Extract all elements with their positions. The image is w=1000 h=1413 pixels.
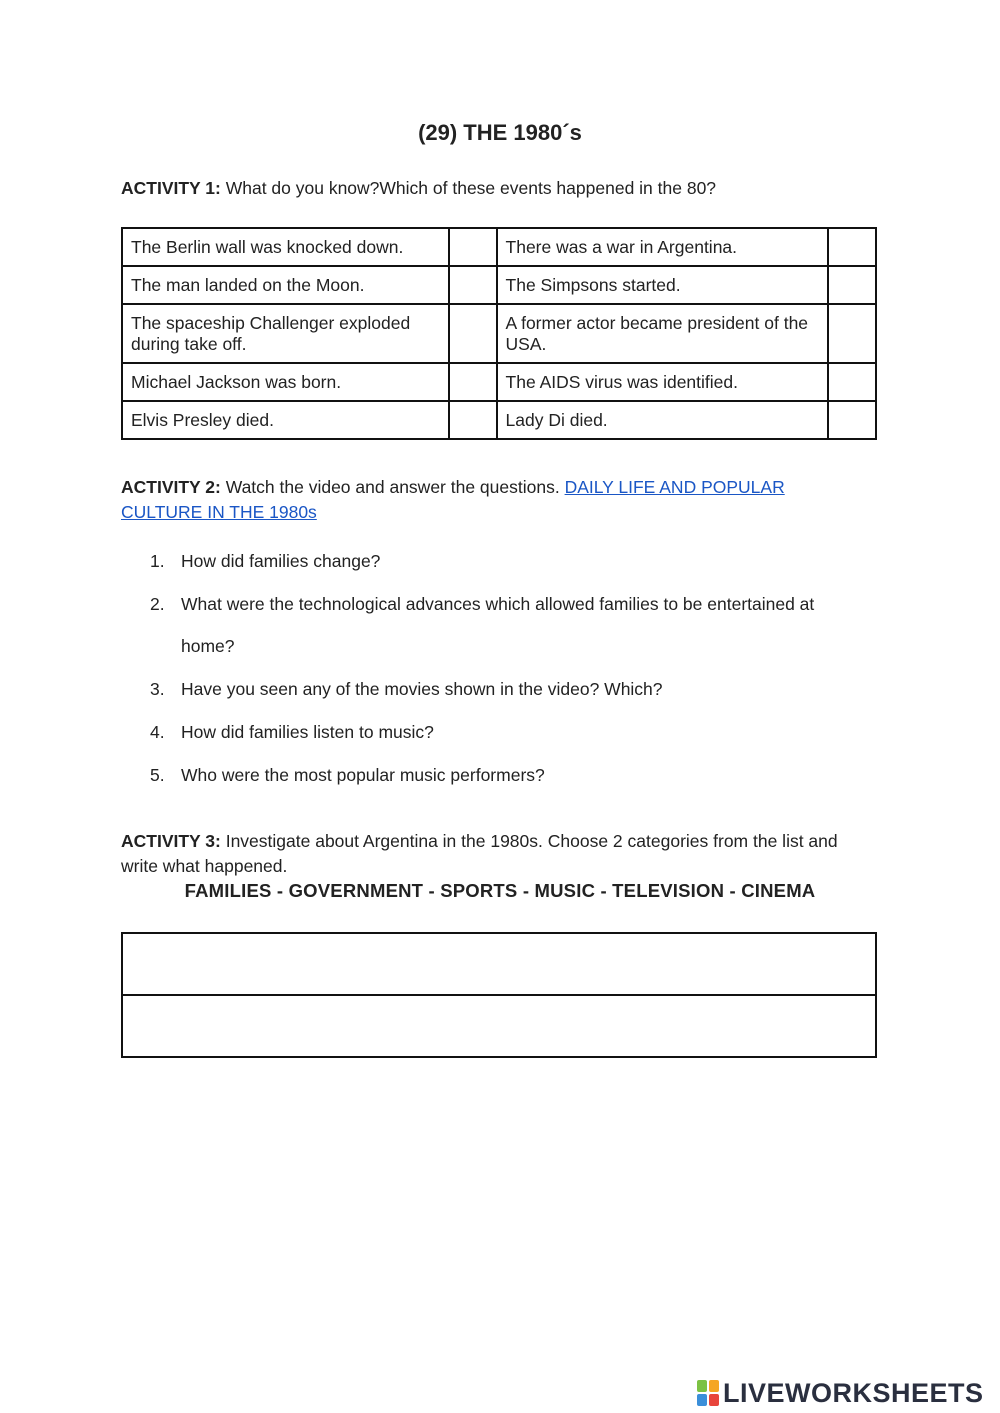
video-link[interactable]: DAILY LIFE AND POPULAR CULTURE IN THE 1980s	[121, 477, 785, 522]
activity-3-label: ACTIVITY 3:	[121, 831, 221, 851]
answer-area[interactable]	[122, 995, 876, 1057]
category-list: FAMILIES - GOVERNMENT - SPORTS - MUSIC - TELEVISION - CINEMA	[184, 880, 816, 901]
answer-box[interactable]	[449, 228, 497, 266]
table-row	[122, 228, 876, 266]
logo-mark-icon	[697, 1379, 721, 1407]
activity-1-instructions	[121, 176, 861, 201]
events-table	[121, 227, 877, 440]
question-text: What were the technological advances which allowed families to be entertained at home?	[181, 594, 815, 656]
liveworksheets-logo	[697, 1376, 984, 1410]
event-cell: There was a war in Argentina.	[497, 228, 829, 266]
table-row	[122, 363, 876, 401]
answer-box[interactable]	[449, 266, 497, 304]
activity-2-instructions	[121, 475, 851, 525]
event-cell: The spaceship Challenger exploded during take off.	[122, 304, 449, 363]
answer-box[interactable]	[449, 401, 497, 439]
event-cell: The Simpsons started.	[497, 266, 829, 304]
question-text: Have you seen any of the movies shown in the video? Which?	[181, 679, 663, 699]
table-row	[122, 933, 876, 995]
question-text: How did families change?	[181, 551, 381, 571]
table-row	[122, 995, 876, 1057]
list-item: 3. Have you seen any of the movies shown in the video? Which?	[150, 679, 663, 699]
logo-text: LIVEWORKSHEETS	[723, 1377, 984, 1408]
list-item: 4. How did families listen to music?	[150, 722, 434, 742]
event-cell: Michael Jackson was born.	[122, 363, 449, 401]
activity-1-label: ACTIVITY 1:	[121, 178, 221, 198]
table-row	[122, 266, 876, 304]
question-text: How did families listen to music?	[181, 722, 434, 742]
answer-box[interactable]	[828, 266, 876, 304]
answer-area[interactable]	[122, 933, 876, 995]
activity-2-text: Watch the video and answer the questions.	[220, 477, 565, 497]
list-item: 2. What were the technological advances which allowed families to be entertained at home?	[150, 594, 815, 656]
list-item: 1. How did families change?	[150, 551, 381, 571]
question-text: Who were the most popular music performers?	[181, 765, 545, 785]
answer-box[interactable]	[828, 401, 876, 439]
question-list	[150, 548, 870, 805]
event-cell: A former actor became president of the USA.	[497, 304, 829, 363]
answer-table	[121, 932, 877, 1058]
event-cell: Elvis Presley died.	[122, 401, 449, 439]
activity-3-text: Investigate about Argentina in the 1980s. Choose 2 categories from the list and write what happened.	[121, 831, 838, 876]
event-cell: The AIDS virus was identified.	[497, 363, 829, 401]
activity-2-label: ACTIVITY 2:	[121, 477, 221, 497]
event-cell: Lady Di died.	[497, 401, 829, 439]
event-cell: The man landed on the Moon.	[122, 266, 449, 304]
event-cell: The Berlin wall was knocked down.	[122, 228, 449, 266]
table-row	[122, 401, 876, 439]
table-row	[122, 304, 876, 363]
activity-1-text: What do you know?Which of these events happened in the 80?	[220, 178, 717, 198]
page-title: (29) THE 1980´s	[418, 120, 582, 145]
answer-box[interactable]	[449, 363, 497, 401]
answer-box[interactable]	[828, 228, 876, 266]
answer-box[interactable]	[449, 304, 497, 363]
answer-box[interactable]	[828, 363, 876, 401]
answer-box[interactable]	[828, 304, 876, 363]
list-item: 5. Who were the most popular music performers?	[150, 765, 545, 785]
activity-3-instructions	[121, 829, 866, 879]
